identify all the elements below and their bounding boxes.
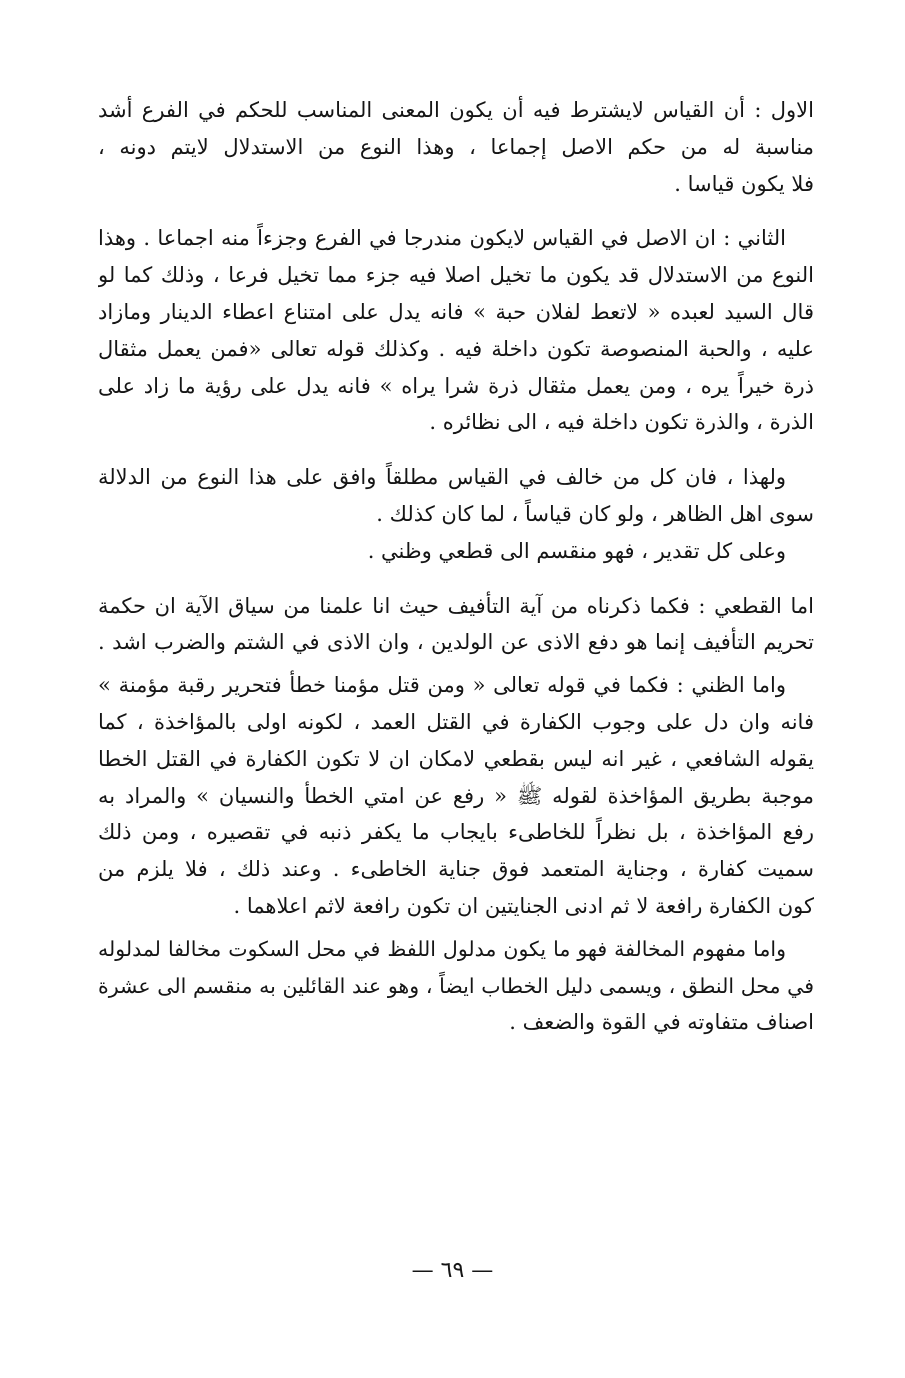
text-line: سميت كفارة ، وجناية المتعمد فوق جناية الخاطىء . وعند ذلك ، فلا يلزم من [98, 857, 814, 882]
text-line: اصناف متفاوته في القوة والضعف . [509, 1010, 814, 1035]
text-line: الذرة ، والذرة تكون داخلة فيه ، الى نظائره . [429, 410, 814, 435]
paragraph-7 [98, 931, 814, 1041]
text-line: واما مفهوم المخالفة فهو ما يكون مدلول اللفظ في محل السكوت مخالفا لمدلوله [98, 936, 786, 961]
text-line: عليه ، والحبة المنصوصة تكون داخلة فيه . وكذلك قوله تعالى «فمن يعمل مثقال [98, 336, 814, 361]
text-line: رفع المؤاخذة ، بل نظراً للخاطىء بايجاب ما يكفر ذنبه في تقصيره ، ومن ذلك [98, 820, 814, 845]
text-line: وعلى كل تقدير ، فهو منقسم الى قطعي وظني . [367, 538, 786, 563]
text-line: سوى اهل الظاهر ، ولو كان قياساً ، لما كان كذلك . [376, 501, 814, 526]
text-line: مناسبة له من حكم الاصل إجماعا ، وهذا النوع من الاستدلال لايتم دونه ، [98, 134, 814, 159]
text-line: موجبة بطريق المؤاخذة لقوله ﷺ « رفع عن امتي الخطأ والنسيان » والمراد به [98, 783, 814, 808]
text-line: ولهذا ، فان كل من خالف في القياس مطلقاً وافق على هذا النوع من الدلالة [98, 465, 786, 490]
text-line: يقوله الشافعي ، غير انه ليس بقطعي لامكان ان لا تكون الكفارة في القتل الخطا [98, 746, 814, 771]
paragraph-3 [98, 459, 814, 533]
text-line: الثاني : ان الاصل في القياس لايكون مندرجا في الفرع وجزءاً منه اجماعا . وهذا [98, 226, 786, 251]
page-number: — ٦٩ — [411, 1258, 494, 1283]
text-line: فانه وان دل على وجوب الكفارة في القتل العمد ، لكونه اولى بالمؤاخذة ، كما [98, 709, 814, 734]
paragraph-6 [98, 667, 814, 925]
text-line: قال السيد لعبده « لاتعط لفلان حبة » فانه يدل على امتناع اعطاء الدينار ومازاد [98, 299, 814, 324]
text-line: اما القطعي : فكما ذكرناه من آية التأفيف حيث انا علمنا من سياق الآية ان حكمة [98, 593, 814, 618]
text-line: ذرة خيراً يره ، ومن يعمل مثقال ذرة شرا يراه » فانه يدل على رؤية ما زاد على [98, 373, 814, 398]
text-line: النوع من الاستدلال قد يكون ما تخيل اصلا فيه جزء مما تخيل فرعا ، وذلك كما لو [98, 263, 814, 288]
text-line: تحريم التأفيف إنما هو دفع الاذى عن الولدين ، وان الاذى في الشتم والضرب اشد . [98, 630, 814, 655]
paragraph-5 [98, 588, 814, 662]
paragraph-4 [98, 533, 814, 570]
body-text [98, 92, 814, 1041]
text-line: الاول : أن القياس لايشترط فيه أن يكون المعنى المناسب للحكم في الفرع أشد [98, 98, 814, 122]
text-line: كون الكفارة رافعة لا ثم ادنى الجنايتين ان تكون رافعة لاثم اعلاهما . [233, 893, 814, 918]
paragraph-2 [98, 220, 814, 441]
paragraph-1 [98, 92, 814, 202]
text-line: واما الظني : فكما في قوله تعالى « ومن قتل مؤمنا خطأ فتحرير رقبة مؤمنة » [98, 673, 786, 698]
text-line: في محل النطق ، ويسمى دليل الخطاب ايضاً ، وهو عند القائلين به منقسم الى عشرة [98, 973, 814, 998]
text-line: فلا يكون قياسا . [674, 171, 814, 196]
